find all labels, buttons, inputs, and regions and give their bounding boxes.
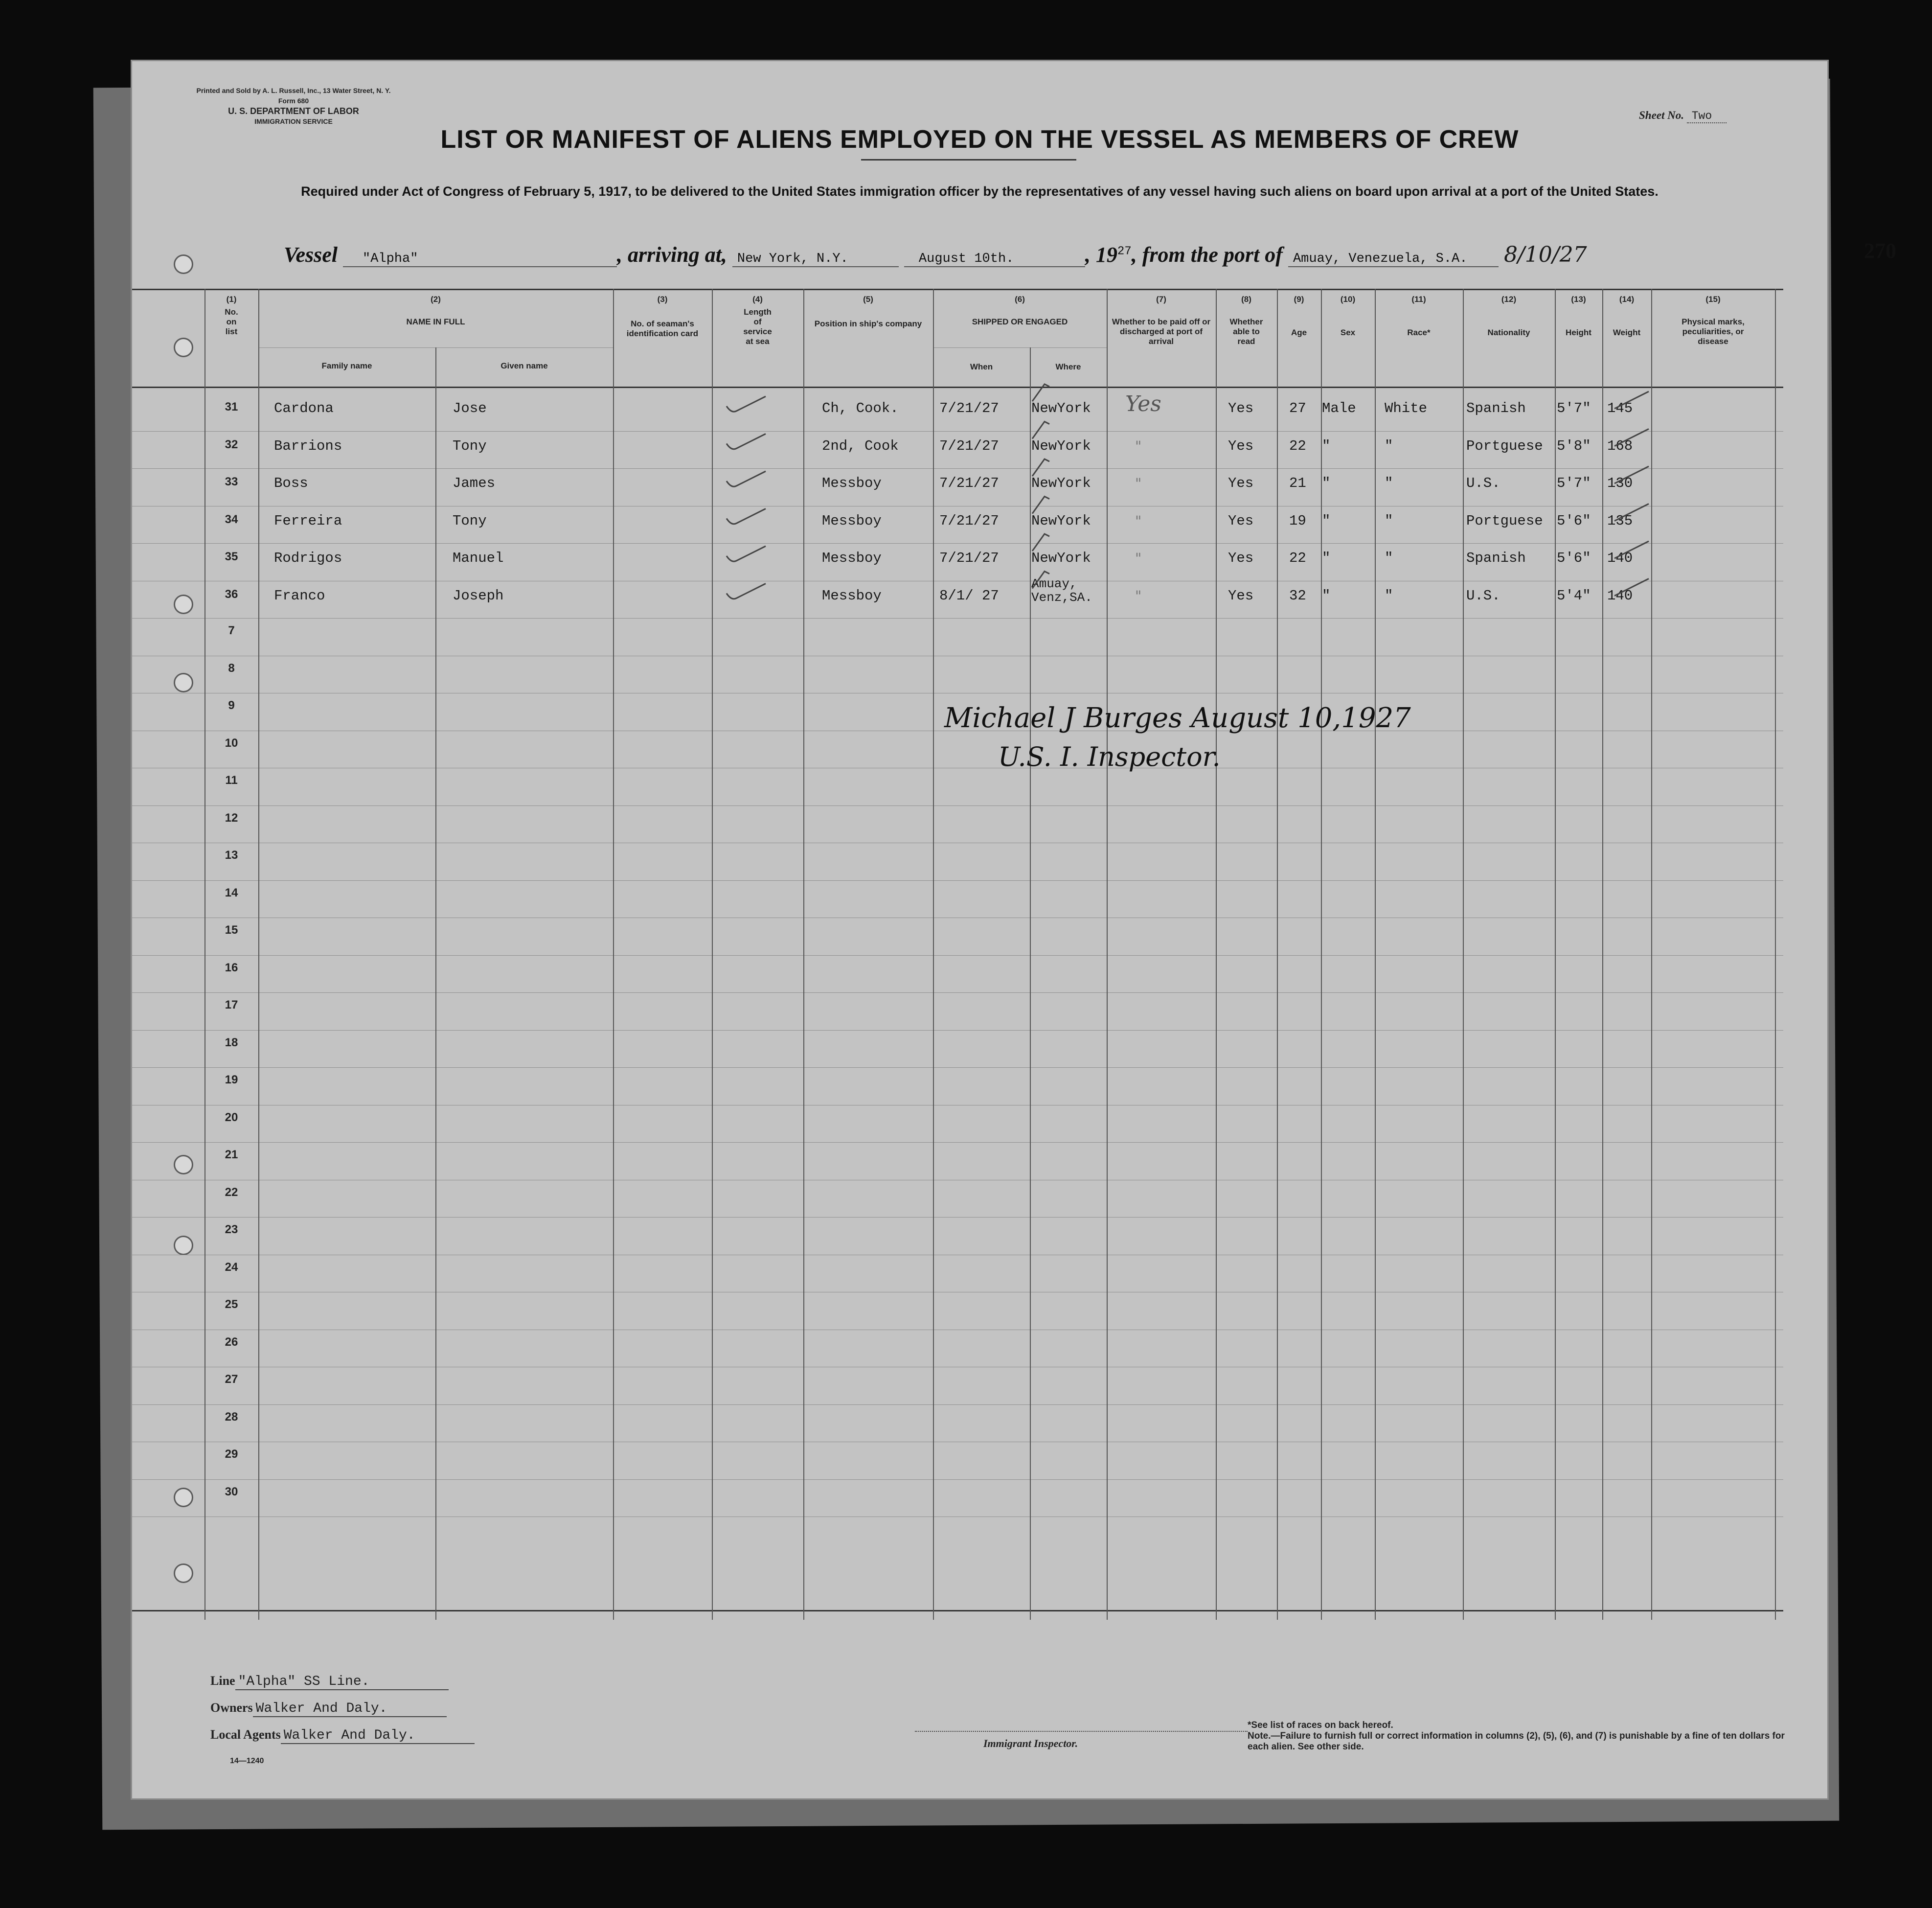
col-number: (7): [1156, 295, 1166, 304]
cell-when: 7/21/27: [939, 437, 999, 454]
cell-age: 22: [1289, 550, 1306, 566]
cell-race: ": [1385, 550, 1393, 566]
cell-paid-off: ": [1135, 512, 1142, 529]
row-number: 11: [225, 774, 238, 787]
cell-family: Boss: [274, 475, 308, 491]
cell-where: NewYork: [1031, 400, 1091, 416]
cell-where: NewYork: [1031, 437, 1091, 454]
col-number: (9): [1294, 295, 1304, 304]
cell-age: 19: [1289, 512, 1306, 529]
cell-read: Yes: [1228, 400, 1254, 416]
col-label: Position in ship's company: [814, 319, 922, 328]
cell-no: 34: [225, 512, 238, 526]
check-mark: [1032, 534, 1049, 551]
arrival-date: August 10th.: [904, 252, 1085, 267]
check-mark: [727, 584, 766, 599]
cell-height: 5'7": [1557, 475, 1591, 491]
row-number: 30: [225, 1485, 238, 1498]
cell-given: James: [453, 475, 496, 491]
cell-height: 5'7": [1557, 400, 1591, 416]
sheet-number-label: Sheet No.: [1639, 109, 1684, 121]
cell-race: White: [1385, 400, 1428, 416]
col-number: (11): [1411, 295, 1426, 304]
cell-read: Yes: [1228, 550, 1254, 566]
col-label: SHIPPED OR ENGAGED: [972, 317, 1068, 326]
col-label: Weight: [1613, 328, 1641, 337]
col-number: (15): [1705, 295, 1721, 304]
cell-weight: 135: [1607, 512, 1633, 529]
col-number: (3): [657, 295, 668, 304]
check-mark: [1614, 429, 1649, 446]
check-mark: [727, 396, 766, 412]
cell-height: 5'6": [1557, 512, 1591, 529]
cell-when: 7/21/27: [939, 475, 999, 491]
row-number: 10: [225, 736, 238, 750]
page-number: 270: [1864, 239, 1896, 263]
cell-read: Yes: [1228, 437, 1254, 454]
from-port-label: , from the port of: [1131, 243, 1283, 267]
row-number: 17: [225, 998, 238, 1011]
handwriting-layer: [132, 61, 1827, 1798]
cell-when: 7/21/27: [939, 512, 999, 529]
cell-paid-off: Yes: [1125, 391, 1161, 416]
row-number: 28: [225, 1410, 238, 1424]
page-title: LIST OR MANIFEST OF ALIENS EMPLOYED ON THE VESSEL AS MEMBERS OF CREW: [440, 125, 1519, 154]
cell-given: Tony: [453, 512, 487, 529]
col-number: (14): [1619, 295, 1635, 304]
arriving-label: , arriving at,: [617, 243, 727, 267]
col-number: (12): [1501, 295, 1517, 304]
manifest-page: [132, 61, 1896, 1798]
cell-when: 7/21/27: [939, 550, 999, 566]
col-number: (10): [1340, 295, 1356, 304]
cell-race: ": [1385, 512, 1393, 529]
row-number: 20: [225, 1110, 238, 1124]
cell-no: 36: [225, 587, 238, 601]
col-label: Age: [1291, 328, 1307, 337]
cell-age: 22: [1289, 437, 1306, 454]
cell-sex: ": [1322, 512, 1331, 529]
cell-read: Yes: [1228, 475, 1254, 491]
cell-sex: ": [1322, 550, 1331, 566]
cell-position: Messboy: [822, 550, 882, 566]
cell-race: ": [1385, 587, 1393, 604]
row-number: 19: [225, 1073, 238, 1086]
line-value: "Alpha" SS Line.: [235, 1674, 449, 1690]
row-number: 16: [225, 961, 238, 974]
owners-value: Walker And Daly.: [253, 1701, 447, 1717]
form-number-footer: 14—1240: [230, 1757, 264, 1765]
cell-paid-off: ": [1135, 550, 1142, 567]
cell-read: Yes: [1228, 587, 1254, 604]
inspector-signature: Michael J Burges August 10,1927: [944, 702, 1411, 734]
page-subtitle: Required under Act of Congress of February 5, 1917, to be delivered to the United States immigration officer by the representatives of any vessel having such aliens on board upon arrival at a port of the United States.: [301, 184, 1659, 199]
cell-sex: ": [1322, 475, 1331, 491]
col-label: Physical marks, peculiarities, or disease: [1682, 317, 1745, 346]
col-number: (1): [226, 295, 237, 304]
cell-family: Rodrigos: [274, 550, 342, 566]
check-mark: [1032, 384, 1049, 401]
cell-height: 5'4": [1557, 587, 1591, 604]
row-number: 7: [228, 624, 235, 637]
cell-given: Joseph: [453, 587, 504, 604]
cell-family: Barrions: [274, 437, 342, 454]
cell-age: 27: [1289, 400, 1306, 416]
cell-nationality: U.S.: [1466, 475, 1500, 491]
vessel-name: "Alpha": [343, 252, 617, 267]
col-number: (8): [1241, 295, 1251, 304]
cell-sex: ": [1322, 437, 1331, 454]
cell-nationality: Spanish: [1466, 400, 1526, 416]
col-label: Nationality: [1487, 328, 1530, 337]
row-number: 9: [228, 699, 235, 712]
check-mark: [1614, 466, 1649, 483]
row-number: 14: [225, 886, 238, 899]
header-where: Where: [1055, 362, 1081, 371]
cell-where: NewYork: [1031, 512, 1091, 529]
cell-when: 8/1/ 27: [939, 587, 999, 604]
cell-nationality: Portguese: [1466, 437, 1543, 454]
check-mark: [1032, 572, 1049, 589]
col-label: Height: [1566, 328, 1591, 337]
cell-when: 7/21/27: [939, 400, 999, 416]
immigrant-inspector-label: Immigrant Inspector.: [983, 1737, 1078, 1749]
printer-line: Printed and Sold by A. L. Russell, Inc., 13 Water Street, N. Y.: [196, 87, 391, 94]
arrival-port: New York, N.Y.: [732, 252, 899, 267]
agents-value: Walker And Daly.: [281, 1728, 475, 1744]
cell-family: Cardona: [274, 400, 334, 416]
race-note: *See list of races on back hereof.: [1248, 1720, 1393, 1730]
line-field: [210, 1674, 449, 1690]
inspector-signature-line: [915, 1731, 1248, 1732]
row-number: 26: [225, 1335, 238, 1349]
row-number: 15: [225, 923, 238, 937]
cell-position: Messboy: [822, 475, 882, 491]
year-prefix: , 19: [1085, 243, 1117, 267]
cell-nationality: Spanish: [1466, 550, 1526, 566]
check-mark: [1614, 391, 1649, 409]
vessel-label: Vessel: [284, 243, 338, 267]
row-number: 21: [225, 1148, 238, 1161]
penalty-note: Note.—Failure to furnish full or correct information in columns (2), (5), (6), and (7) is punishable by a fine of ten dollars for each alien. See other side.: [1248, 1731, 1785, 1752]
cell-given: Tony: [453, 437, 487, 454]
cell-weight: 168: [1607, 437, 1633, 454]
row-number: 12: [225, 811, 238, 825]
cell-position: Messboy: [822, 587, 882, 604]
cell-paid-off: ": [1135, 437, 1142, 455]
cell-weight: 145: [1607, 400, 1633, 416]
check-mark: [1614, 541, 1649, 558]
row-number: 13: [225, 849, 238, 862]
check-mark: [1614, 579, 1649, 596]
check-mark: [727, 546, 766, 561]
row-number: 25: [225, 1298, 238, 1311]
cell-paid-off: ": [1135, 475, 1142, 492]
row-number: 8: [228, 661, 235, 675]
departure-port: Amuay, Venezuela, S.A.: [1288, 252, 1499, 267]
cell-nationality: Portguese: [1466, 512, 1543, 529]
col-label: Whether able to read: [1229, 317, 1263, 346]
col-label: Race*: [1407, 328, 1431, 337]
cell-position: 2nd, Cook: [822, 437, 899, 454]
col-number: (5): [863, 295, 873, 304]
col-number: (6): [1015, 295, 1025, 304]
cell-height: 5'8": [1557, 437, 1591, 454]
row-number: 23: [225, 1223, 238, 1236]
owners-label: Owners: [210, 1701, 253, 1715]
cell-no: 35: [225, 550, 238, 563]
col-number: (13): [1571, 295, 1586, 304]
service-name: IMMIGRATION SERVICE: [254, 117, 333, 125]
form-number: Form 680: [278, 97, 309, 105]
row-number: 18: [225, 1035, 238, 1049]
check-mark: [1032, 497, 1049, 514]
cell-race: ": [1385, 475, 1393, 491]
col-label: No. on list: [225, 307, 238, 336]
department-name: U. S. DEPARTMENT OF LABOR: [228, 106, 359, 116]
row-number: 27: [225, 1373, 238, 1386]
row-number: 29: [225, 1448, 238, 1461]
col-label: Length of service at sea: [743, 307, 772, 346]
row-number: 24: [225, 1260, 238, 1274]
cell-age: 21: [1289, 475, 1306, 491]
cell-age: 32: [1289, 587, 1306, 604]
footnotes: [1248, 1720, 1791, 1752]
owners-field: [210, 1701, 447, 1717]
cell-family: Franco: [274, 587, 325, 604]
cell-no: 31: [225, 400, 238, 414]
check-mark: [727, 509, 766, 524]
cell-read: Yes: [1228, 512, 1254, 529]
cell-no: 32: [225, 437, 238, 451]
col-number: (4): [752, 295, 763, 304]
cell-nationality: U.S.: [1466, 587, 1500, 604]
header-when: When: [970, 362, 993, 371]
cell-where: NewYork: [1031, 475, 1091, 491]
sheet-number-value: Two: [1687, 110, 1727, 123]
check-mark: [1614, 504, 1649, 521]
check-mark: [727, 434, 766, 449]
check-mark: [1032, 459, 1049, 476]
cell-given: Manuel: [453, 550, 504, 566]
check-mark: [1032, 422, 1049, 439]
col-label: Sex: [1340, 328, 1356, 337]
col-label: NAME IN FULL: [406, 317, 465, 326]
header-family-name: Family name: [321, 361, 372, 370]
check-mark: [727, 471, 766, 486]
cell-given: Jose: [453, 400, 487, 416]
col-number: (2): [431, 295, 441, 304]
cell-no: 33: [225, 475, 238, 488]
cell-where: NewYork: [1031, 550, 1091, 566]
cell-race: ": [1385, 437, 1393, 454]
cell-sex: Male: [1322, 400, 1356, 416]
row-number: 22: [225, 1185, 238, 1199]
agents-label: Local Agents: [210, 1727, 281, 1742]
cell-height: 5'6": [1557, 550, 1591, 566]
header-given-name: Given name: [500, 361, 548, 370]
col-label: Whether to be paid off or discharged at port of arrival: [1112, 317, 1211, 346]
local-agents-field: [210, 1727, 475, 1744]
arrival-year: 27: [1117, 245, 1132, 258]
cell-where: Amuay, Venz,SA.: [1031, 576, 1092, 605]
cell-family: Ferreira: [274, 512, 342, 529]
handwritten-date: 8/10/27: [1503, 242, 1587, 267]
cell-weight: 140: [1607, 550, 1633, 566]
cell-paid-off: ": [1135, 587, 1142, 604]
cell-weight: 140: [1607, 587, 1633, 604]
cell-position: Messboy: [822, 512, 882, 529]
line-label: Line: [210, 1674, 235, 1688]
cell-position: Ch, Cook.: [822, 400, 899, 416]
cell-weight: 130: [1607, 475, 1633, 491]
cell-sex: ": [1322, 587, 1331, 604]
inspector-title-handwritten: U.S. I. Inspector.: [998, 741, 1221, 772]
col-label: No. of seaman's identification card: [626, 319, 699, 338]
